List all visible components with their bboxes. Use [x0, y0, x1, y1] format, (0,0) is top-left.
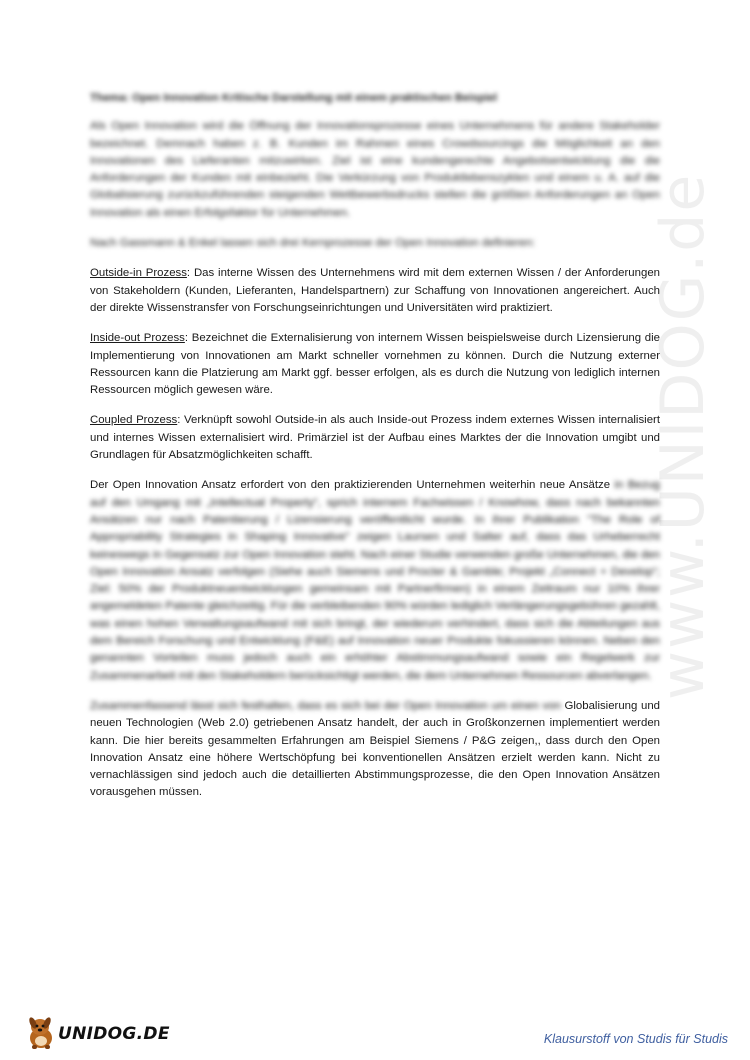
- outside-in-text: : Das interne Wissen des Unternehmens wird mit dem externen Wissen / der Anforderungen von Stakeholdern (Kunden, Lieferanten, Handelspartnern) zur Schaffung von Innovationen angereichert. Auch der direkte Wissenstransfer von Forschungseinrichtungen und Universitäten wird praktiziert.: [90, 267, 660, 314]
- inside-out-text: : Bezeichnet die Externalisierung von internem Wissen beispielsweise durch Lizensierung die Implementierung von Innovationen am Markt schneller vornehmen zu können. Durch die Nutzung externer Ressourcen kann die Platzierung am Markt ggf. besser erfolgen, als es durch die Nutzung von lediglich internen Ressourcen möglich gewesen wäre.: [90, 332, 660, 397]
- document-body: [90, 90, 660, 815]
- paragraph-summary: [90, 698, 660, 802]
- summary-first-line: Zusammenfassend lässt sich festhalten, dass es sich bei der Open Innovation um einen von: [90, 699, 561, 712]
- dog-mascot-icon: [24, 1014, 58, 1050]
- paragraph-coupled: [90, 412, 660, 464]
- watermark-text: www.UNIDOG.de: [648, 172, 718, 700]
- paragraph-ansatz: [90, 477, 660, 685]
- footer-tagline: Klausurstoff von Studis für Studis: [543, 1032, 728, 1046]
- summary-rest-text: Globalisierung und neuen Technologien (Web 2.0) getriebenen Ansatz handelt, der auch in Großkonzernen implementiert werden kann. Die hier bereits gesammelten Erfahrungen am Beispiel Siemens / P&G zeigen,, dass durch den Open Innovation Ansatz eine höhere Wertschöpfung bei konventionellen Ansätzen erzielt werden kann. Nicht zu vernachlässigen sind jedoch auch die detaillierten Abstimmungsprozesse, die den Open Innovation Ansätzen vorausgehen müssen.: [90, 699, 660, 799]
- document-title: Thema: Open Innovation Kritische Darstellung mit einem praktischen Beispiel: [90, 92, 498, 104]
- paragraph-inside-out: [90, 330, 660, 399]
- coupled-term: Coupled Prozess: [90, 414, 178, 427]
- logo-text: UNIDOG.DE: [58, 1024, 170, 1044]
- paragraph-intro: Als Open Innovation wird die Öffnung der Innovationsprozesse eines Unternehmens für andere Stakeholder bezeichnet. Demnach haben z. B. Kunden im Rahmen eines Crowdsourcings die Möglichkeit an den Innovationen des Lieferanten mitzuwirken. Ziel ist eine kundengerechte Angebotsentwicklung die die Anforderungen der Kunden mit einbezieht. Die Verkürzung von Produktlebenszyklen und einem u. A. auf die Globalisierung zurückzuführenden steigenden Wettbewerbsdrucks stellen die größten Anforderungen an Open Innovation als einen Erfolgsfaktor für Unternehmen.: [90, 120, 660, 219]
- outside-in-term: Outside-in Prozess: [90, 267, 187, 280]
- paragraph-outside-in: [90, 265, 660, 317]
- ansatz-rest-text: in Bezug auf den Umgang mit „Intellectual Property“, sprich internem Fachwissen / Knowhow, dass nach bekannten Ansätzen nur nach Patentierung / Lizensierung veröffentlicht wurde. In ihrer Publikation "The Role of Appropriability Strategies in Shaping Innovative" zeigen Laursen und Salter auf, dass das Urheberrecht keineswegs in Gegensatz zur Open Innovation steht. Nach einer Studie verwenden große Unternehmen, die den Open Innovation Ansatz verfolgen (Siehe auch Siemens und Procter & Gamble; Projekt „Connect + Develop“; Ziel: 50% der Produktneuentwicklungen gemeinsam mit Partnerfirmen) in einem Zeitraum nur 10% ihrer angemeldeten Patente gleichzeitig. Für die verbleibenden 90% würden lediglich Verlängerungsgebühren gezahlt, was einen hohen Verwaltungsaufwand mit sich bringt, der wiederum verhindert, dass sich die Abteilungen aus dem Bereich Forschung und Entwicklung (F&E) auf Innovation neuer Produkte fokussieren können. Neben den genannten Vorteilen muss jedoch auch ein erhöhter Abstimmungsaufwand sowie ein Regelwerk zur Zusammenarbeit mit den Stakeholdern berücksichtigt werden, die dem Unternehmen Ressourcen abverlangen.: [90, 479, 661, 682]
- paragraph-core-processes: Nach Gassmann & Enkel lassen sich drei Kernprozesse der Open Innovation definieren:: [90, 237, 536, 250]
- inside-out-term: Inside-out Prozess: [90, 332, 185, 345]
- page-footer: [0, 1012, 750, 1060]
- ansatz-first-line: Der Open Innovation Ansatz erfordert von den praktizierenden Unternehmen weiterhin neue Ansätze: [90, 479, 611, 492]
- coupled-text: : Verknüpft sowohl Outside-in als auch Inside-out Prozess indem externes Wissen internalisiert und internes Wissen externalisiert wird. Primärziel ist der Aufbau eines Marktes der die Innovation umgibt und Grundlagen für Absatzmöglichkeiten schafft.: [90, 414, 660, 462]
